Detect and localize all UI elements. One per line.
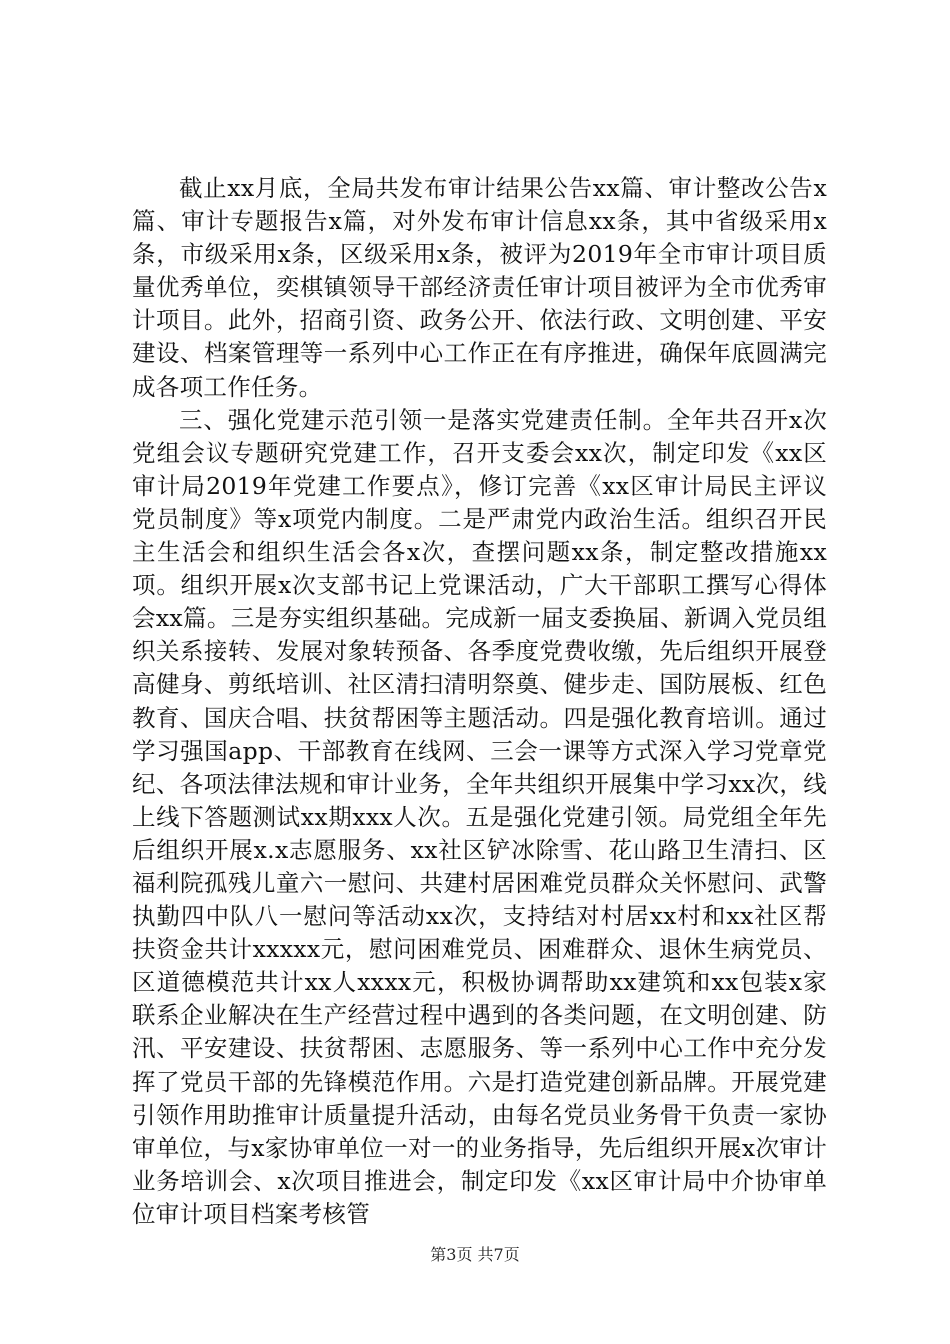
paragraph-party-building: 三、强化党建示范引领一是落实党建责任制。全年共召开x次党组会议专题研究党建工作，召开支委会xx次，制定印发《xx区审计局2019年党建工作要点》，修订完善《xx区审计局民主评议党员制度》等x项党内制度。二是严肃党内政治生活。组织召开民主生活会和组织生活会各x次，查摆问题xx条，制定整改措施xx项。组织开展x次支部书记上党课活动，广大干部职工撰写心得体会xx篇。三是夯实组织基础。完成新一届支委换届、新调入党员组织关系接转、发展对象转预备、各季度党费收缴，先后组织开展登高健身、剪纸培训、社区清扫清明祭奠、健步走、国防展板、红色教育、国庆合唱、扶贫帮困等主题活动。四是强化教育培训。通过学习强国app、干部教育在线网、三会一课等方式深入学习党章党纪、各项法律法规和审计业务，全年共组织开展集中学习xx次，线上线下答题测试xx期xxx人次。五是强化党建引领。局党组全年先后组织开展x.x志愿服务、xx社区铲冰除雪、花山路卫生清扫、区福利院孤残儿童六一慰问、共建村居困难党员群众关怀慰问、武警执勤四中队八一慰问等活动xx次，支持结对村居xx村和xx社区帮扶资金共计xxxxx元，慰问困难党员、困难群众、退休生病党员、区道德模范共计xx人xxxx元，积极协调帮助xx建筑和xx包装x家联系企业解决在生产经营过程中遇到的各类问题，在文明创建、防汛、平安建设、扶贫帮困、志愿服务、等一系列中心工作中充分发挥了党员干部的先锋模范作用。六是打造党建创新品牌。开展党建引领作用助推审计质量提升活动，由每名党员业务骨干负责一家协审单位，与x家协审单位一对一的业务指导，先后组织开展x次审计业务培训会、x次项目推进会，制定印发《xx区审计局中介协审单位审计项目档案考核管 xyxy=(132,405,827,1228)
document-body xyxy=(132,172,827,1231)
paragraph-audit-results: 截止xx月底，全局共发布审计结果公告xx篇、审计整改公告x篇、审计专题报告x篇，对外发布审计信息xx条，其中省级采用x条，市级采用x条，区级采用x条，被评为2019年全市审计项目质量优秀单位，奕棋镇领导干部经济责任审计项目被评为全市优秀审计项目。此外，招商引资、政务公开、依法行政、文明创建、平安建设、档案管理等一系列中心工作正在有序推进，确保年底圆满完成各项工作任务。 xyxy=(132,174,827,401)
page-number-footer: 第3页 共7页 xyxy=(430,1245,520,1264)
